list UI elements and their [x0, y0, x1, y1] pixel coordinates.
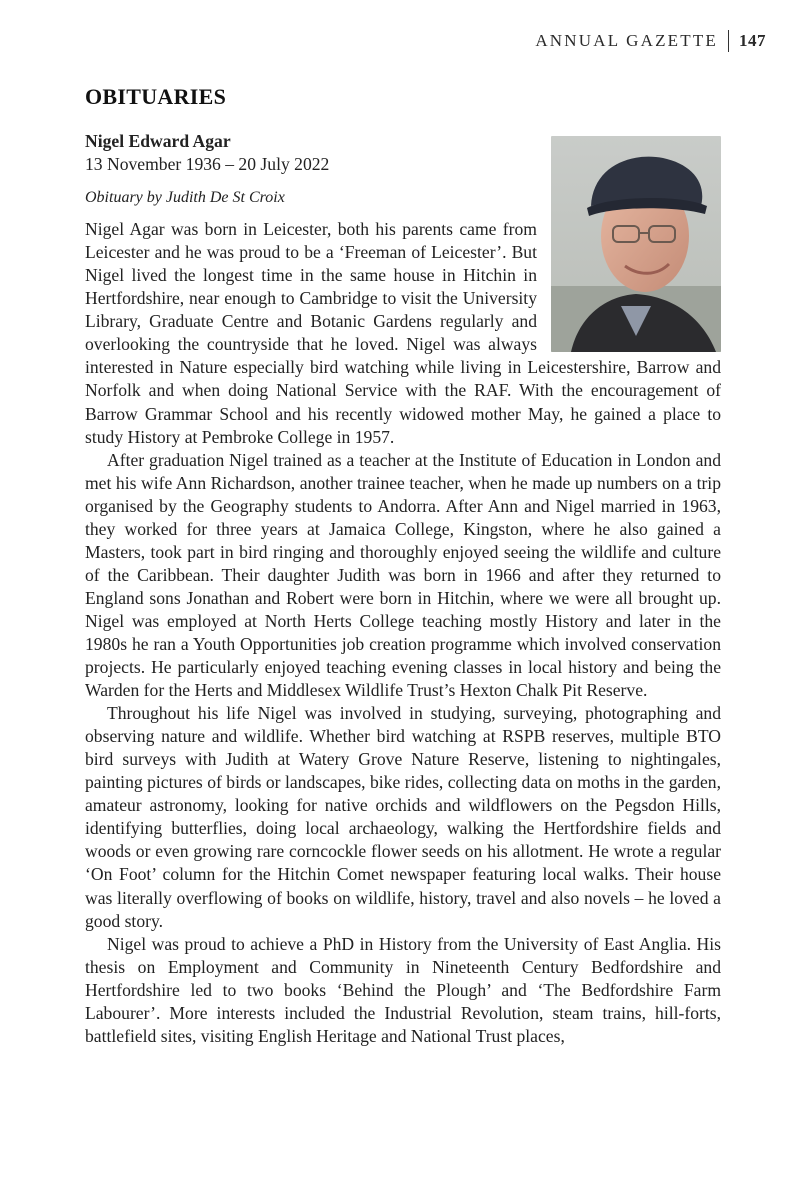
paragraph-2: After graduation Nigel trained as a teacher at the Institute of Education in London and met his wife Ann Richardson, another trainee teacher, when he made up numbers on a trip organised by the Geography students to Andorra. After Ann and Nigel married in 1963, they worked for three years at Jamaica College, Kingston, where he also gained a Masters, took part in bird ringing and thoroughly enjoyed seeing the wildlife and culture of the Caribbean. Their daughter Judith was born in 1966 and after they returned to England sons Jonathan and Robert were born in Hitchin, where we were all brought up. Nigel was employed at North Herts College teaching mostly History and later in the 1980s he ran a Youth Opportunities job creation programme which involved conservation projects. He particularly enjoyed teaching evening classes in local history and being the Warden for the Herts and Middlesex Wildlife Trust’s Hexton Chalk Pit Reserve.: [85, 449, 721, 701]
paragraph-4: Nigel was proud to achieve a PhD in History from the University of East Anglia. His thesis on Employment and Community in Nineteenth Century Bedfordshire and Hertfordshire led to two books ‘Behind the Plough’ and ‘The Bedfordshire Farm Labourer’. More interests included the Industrial Revolution, steam trains, hill-forts, battlefield sites, visiting English Heritage and National Trust places,: [85, 933, 721, 1046]
deceased-name: Nigel Edward Agar: [85, 131, 231, 151]
paragraph-3: Throughout his life Nigel was involved in studying, surveying, photographing and observing nature and wildlife. Whether bird watching at RSPB reserves, multiple BTO bird surveys with Judith at Watery Grove Nature Reserve, listening to nightingales, painting pictures of birds or landscapes, bike rides, collecting data on moths in the garden, amateur astronomy, looking for native orchids and wildflowers on the Pegsdon Hills, identifying butterflies, doing local archaeology, walking the Hertfordshire fields and woods or even growing rare corncockle flower seeds on his allotment. He wrote a regular ‘On Foot’ column for the Hitchin Comet newspaper featuring local walks. Their house was literally overflowing of books on wildlife, history, travel and also novels – he loved a good story.: [85, 703, 721, 931]
publication-title: ANNUAL GAZETTE: [535, 31, 718, 50]
obituary-article: [85, 130, 721, 1048]
header-divider: [728, 30, 729, 52]
paragraph-1: Nigel Agar was born in Leicester, both his parents came from Leicester and he was proud to be a ‘Freeman of Leicester’. But Nigel lived the longest time in the same house in Hitchin in Hertfordshire, near enough to Cambridge to visit the University Library, Graduate Centre and Botanic Gardens regularly and overlooking the countryside that he loved. Nigel was always interested in Nature especially bird watching while living in Leicestershire, Barrow and Norfolk and when doing National Service with the RAF. With the encouragement of Barrow Grammar School and his recently widowed mother May, he gained a place to study History at Pembroke College in 1957.: [85, 219, 721, 447]
page-number: 147: [739, 31, 766, 50]
section-title: OBITUARIES: [85, 84, 227, 109]
author-byline: Obituary by Judith De St Croix: [85, 189, 285, 207]
life-dates: 13 November 1936 – 20 July 2022: [85, 154, 330, 175]
running-header: [535, 30, 766, 52]
portrait-photo-icon: [551, 136, 721, 352]
